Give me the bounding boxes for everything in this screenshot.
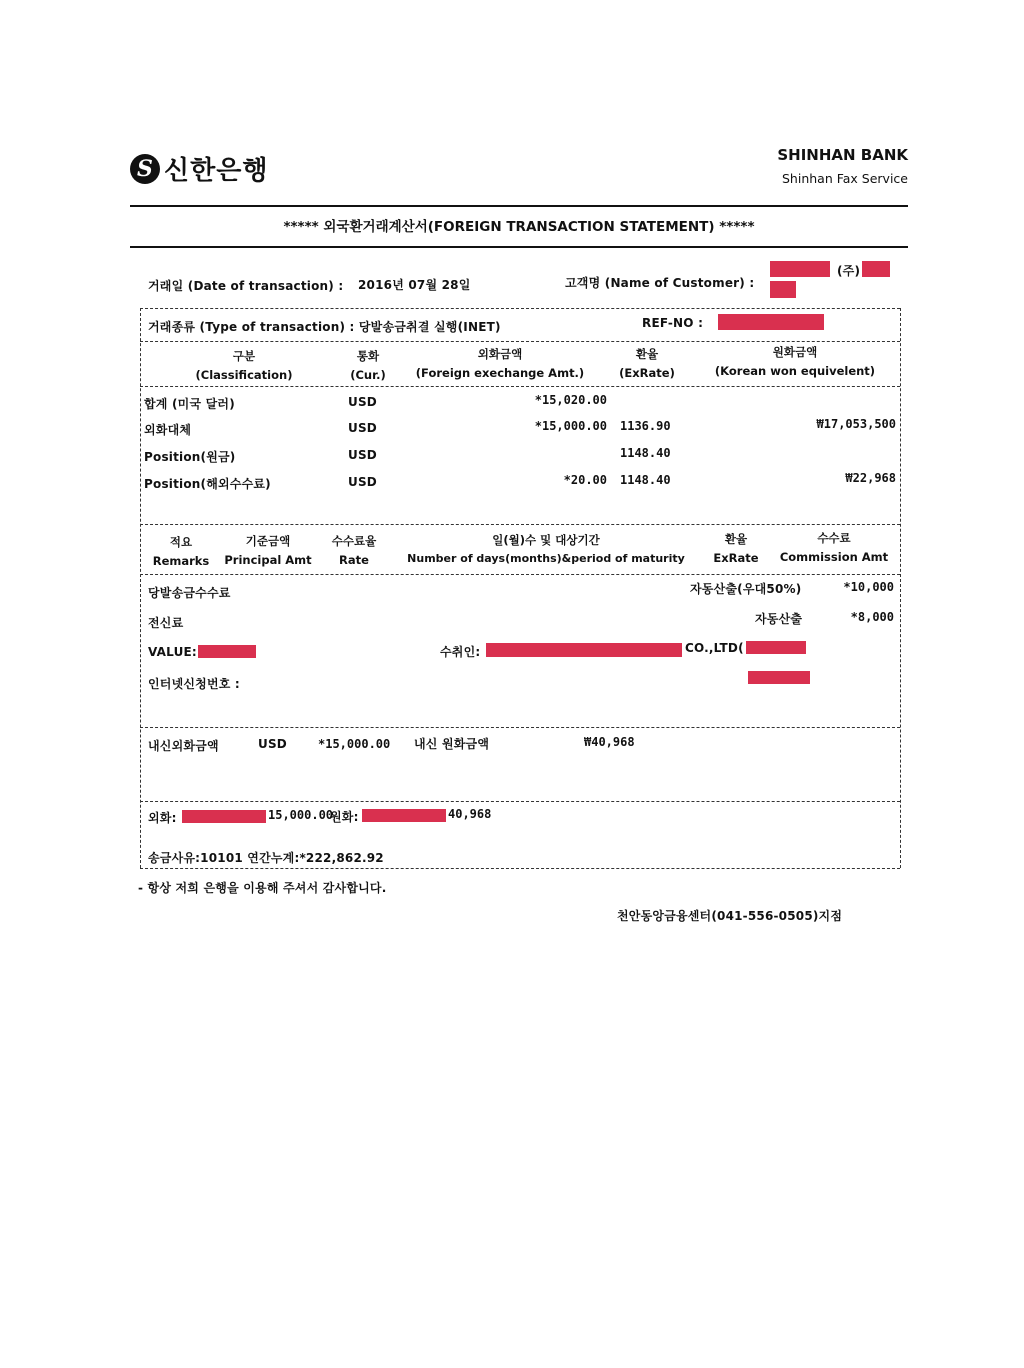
row2-currency: USD (348, 421, 377, 435)
col-rate-en: Rate (339, 553, 369, 567)
bank-logo (130, 150, 268, 187)
logo-text: 신한은행 (164, 156, 269, 186)
header-bottom-rule (130, 246, 908, 248)
row4-classification: Position(해외수수료) (144, 477, 271, 491)
table1-top-border (140, 308, 900, 309)
date-label: 거래일 (Date of transaction) : (148, 279, 344, 293)
footer-krw-amount: 40,968 (448, 807, 492, 821)
fee-row2-amount: *8,000 (850, 610, 894, 624)
col-classification-en: (Classification) (195, 368, 293, 382)
internet-no-label: 인터넷신청번호 : (148, 677, 240, 691)
redacted-value (198, 645, 256, 658)
row2-krw: ₩17,053,500 (816, 417, 896, 431)
col-fx-amt-ko: 외화금액 (477, 347, 523, 361)
ref-no-label: REF-NO : (642, 316, 704, 330)
row2-exrate: 1136.90 (620, 419, 671, 433)
col-classification-ko: 구분 (232, 349, 256, 363)
fee-row1-remark: 당발송금수수료 (148, 586, 231, 600)
fee-row1-note: 자동산출(우대50%) (690, 582, 802, 596)
krw-amount-label: 내신 원화금액 (414, 737, 490, 751)
row3-exrate: 1148.40 (620, 446, 671, 460)
customer-label: 고객명 (Name of Customer) : (565, 276, 755, 290)
row4-fx-amount: *20.00 (563, 473, 607, 487)
col-currency-en: (Cur.) (350, 368, 386, 382)
remittance-reason: 송금사유:10101 연간누계:*222,862.92 (148, 851, 384, 865)
redacted-recipient (486, 643, 682, 657)
redacted-customer-name (770, 261, 830, 277)
col-remarks-en: Remarks (152, 554, 210, 568)
col-exrate2-en: ExRate (713, 551, 759, 565)
col-krw-ko: 원화금액 (772, 345, 818, 359)
redacted-internet-no (748, 671, 810, 684)
bank-name: SHINHAN BANK (777, 146, 908, 164)
footer-fx-amount: 15,000.00 (268, 808, 334, 822)
value-label: VALUE: (148, 645, 197, 659)
row1-classification: 합계 (미국 달러) (144, 397, 235, 411)
date-value: 2016년 07월 28일 (358, 278, 471, 292)
fee-row2-note: 자동산출 (755, 612, 803, 626)
transaction-type: 거래종류 (Type of transaction) : 당발송금취결 실행(INET) (148, 320, 501, 334)
redacted-customer-name-2 (862, 261, 890, 277)
header-top-rule (130, 205, 908, 207)
col-principal-ko: 기준금액 (245, 534, 291, 548)
redacted-footer-account (182, 810, 266, 823)
col-commission-en: Commission Amt (779, 550, 889, 564)
fx-amount-currency: USD (258, 737, 287, 751)
recipient-suffix: CO.,LTD( (685, 641, 744, 655)
branch-info: 천안동앙금융센터(041-556-0505)지점 (617, 909, 843, 923)
col-principal-en: Principal Amt (224, 553, 312, 567)
col-exrate-en: (ExRate) (619, 366, 675, 380)
col-days-en: Number of days(months)&period of maturity (407, 552, 685, 565)
table1-right-border (900, 308, 901, 868)
col-remarks-ko: 적요 (169, 535, 193, 549)
col-fx-amt-en: (Foreign exechange Amt.) (415, 366, 585, 380)
row4-exrate: 1148.40 (620, 473, 671, 487)
row1-currency: USD (348, 395, 377, 409)
row4-currency: USD (348, 475, 377, 489)
footer-krw-prefix: 원화: (330, 810, 359, 824)
col-currency-ko: 통화 (356, 349, 380, 363)
table1-header-bottom (140, 386, 900, 387)
footer-box-top-border (140, 801, 900, 802)
summary-top-border (140, 727, 900, 728)
footer-box-bottom-border (140, 868, 900, 869)
table2-top-border (140, 524, 900, 525)
footer-fx-prefix: 외화: (148, 811, 177, 825)
fee-row1-amount: *10,000 (843, 580, 894, 594)
shinhan-logo-icon: S (130, 154, 160, 184)
fee-row2-remark: 전신료 (148, 616, 184, 630)
recipient-label: 수취인: (440, 645, 481, 659)
redacted-ref-no (718, 314, 824, 330)
krw-amount-value: ₩40,968 (584, 735, 635, 749)
row2-classification: 외화대체 (144, 423, 192, 437)
redacted-footer-account-2 (362, 809, 446, 822)
col-days-ko: 일(월)수 및 대상기간 (492, 533, 600, 547)
col-krw-en: (Korean won equivelent) (714, 364, 876, 378)
col-rate-ko: 수수료율 (331, 534, 377, 548)
table1-header-top (140, 341, 900, 342)
fx-amount-label: 내신외화금액 (148, 739, 219, 753)
redacted-recipient-2 (746, 641, 806, 654)
table1-left-border (140, 308, 141, 868)
col-exrate2-ko: 환율 (724, 532, 748, 546)
customer-suffix: (주) (837, 264, 861, 278)
row3-currency: USD (348, 448, 377, 462)
row1-fx-amount: *15,020.00 (534, 393, 607, 407)
fx-amount-value: *15,000.00 (318, 737, 391, 751)
row4-krw: ₩22,968 (845, 471, 896, 485)
service-name: Shinhan Fax Service (781, 171, 908, 186)
table2-header-bottom (140, 574, 900, 575)
col-exrate-ko: 환율 (635, 347, 659, 361)
row3-classification: Position(원금) (144, 450, 236, 464)
redacted-customer-name-3 (770, 281, 796, 298)
col-commission-ko: 수수료 (817, 531, 851, 545)
thanks-message: - 항상 저희 은행을 이용해 주셔서 감사합니다. (138, 881, 387, 895)
document-title: ***** 외국환거래계산서(FOREIGN TRANSACTION STATEMENT) ***** (283, 219, 755, 235)
row2-fx-amount: *15,000.00 (534, 419, 607, 433)
